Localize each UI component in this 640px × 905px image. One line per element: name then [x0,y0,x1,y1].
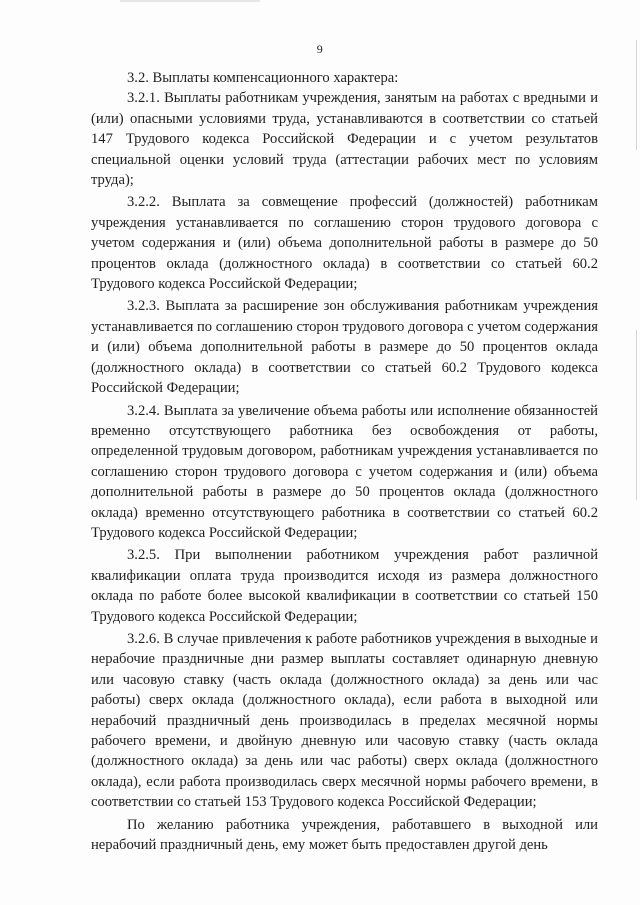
clause-3-2-5: 3.2.5. При выполнении работником учреждения работ различной квалификации оплата труда производится исходя из размера должностного оклада по работе более высокой квалификации в соответствии со статьей 150 Трудового кодекса Российской Федерации; [91,547,598,625]
section-heading: 3.2. Выплаты компенсационного характера: [127,70,399,86]
page-number: 9 [316,42,324,56]
clause-3-2-3: 3.2.3. Выплата за расширение зон обслуживания работникам учреждения устанавливается по соглашению сторон трудового договора с учетом содержания и (или) объема дополнительной работы в размере до 50 процентов оклада (должностного оклада) в соответствии со статьей 60.2 Трудового кодекса Российской Федерации; [91,298,598,397]
clause-3-2-1: 3.2.1. Выплаты работникам учреждения, занятым на работах с вредными и (или) опасными условиями труда, устанавливаются в соответствии со статьей 147 Трудового кодекса Российской Федерации и с учетом результатов специальной оценки условий труда (аттестации рабочих мест по условиям труда); [91,90,598,189]
clause-3-2-6: 3.2.6. В случае привлечения к работе работников учреждения в выходные и нерабочие праздничные дни размер выплаты составляет одинарную дневную или часовую ставку (часть оклада (должностного оклада) за день или час работы) сверх оклада (должностного оклада), если работа в выходной или нерабочий праздничный день производилась в пределах месячной нормы рабочего времени, и двойную дневную или часовую ставку (часть оклада (должностного оклада) за день или час работы) сверх оклада (должностного оклада), если работа производилась сверх месячной нормы рабочего времени, в соответствии со статьей 153 Трудового кодекса Российской Федерации; [91,630,598,811]
paragraph-continuation: По желанию работника учреждения, работавшего в выходной или нерабочий праздничный день, ему может быть предоставлен другой день [91,816,598,854]
clause-3-2-4: 3.2.4. Выплата за увеличение объема работы или исполнение обязанностей временно отсутствующего работника без освобождения от работы, определенной трудовым договором, работникам учреждения устанавливается по соглашению сторон трудового договора с учетом содержания и (или) объема дополнительной работы в размере до 50 процентов оклада (должностного оклада) временно отсутствующего работника в соответствии со статьей 60.2 Трудового кодекса Российской Федерации; [91,402,598,541]
scan-artifact [120,0,260,2]
document-body [91,68,598,857]
clause-3-2-2: 3.2.2. Выплата за совмещение профессий (должностей) работникам учреждения устанавливается по соглашению сторон трудового договора с учетом содержания и (или) объема дополнительной работы в размере до 50 процентов оклада (должностного оклада) в соответствии со статьей 60.2 Трудового кодекса Российской Федерации; [91,194,598,293]
scan-edge-mark [636,330,637,500]
